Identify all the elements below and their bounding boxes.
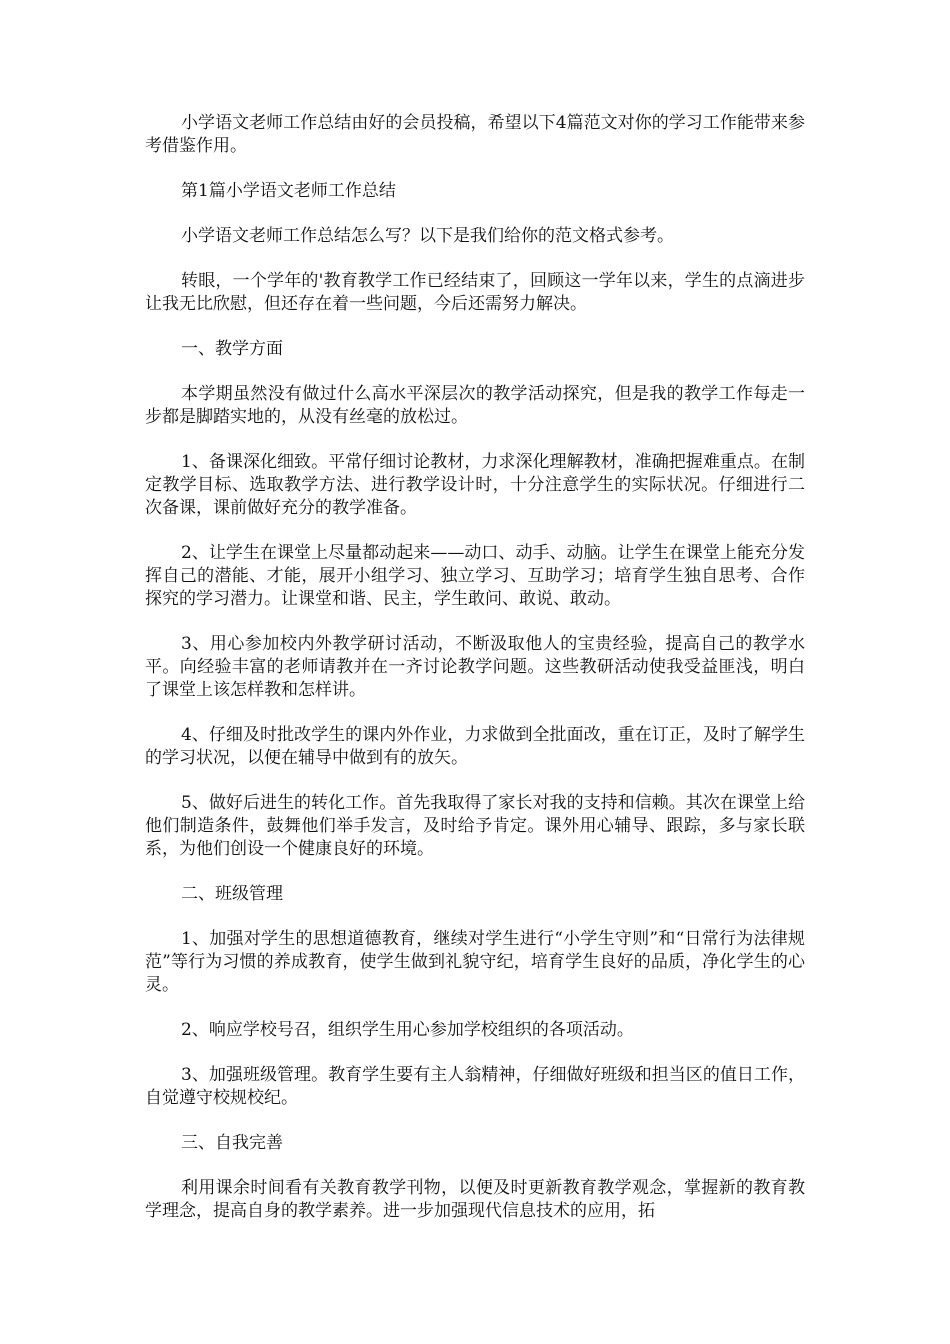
paragraph: 小学语文老师工作总结怎么写？以下是我们给你的范文格式参考。 [181,226,674,246]
list-item: 3、加强班级管理。教育学生要有主人翁精神，仔细做好班级和担当区的值日工作，自觉遵守校规校纪。 [145,1065,805,1108]
list-item: 2、让学生在课堂上尽量都动起来——动口、动手、动脑。让学生在课堂上能充分发挥自己的潜能、才能，展开小组学习、独立学习、互助学习；培育学生独自思考、合作探究的学习潜力。让课堂和谐、民主，学生敢问、敢说、敢动。 [145,543,805,609]
intro-paragraph: 小学语文老师工作总结由好的会员投稿，希望以下4篇范文对你的学习工作能带来参考借鉴作用。 [145,113,805,156]
list-item: 1、备课深化细致。平常仔细讨论教材，力求深化理解教材，准确把握难重点。在制定教学目标、选取教学方法、进行教学设计时，十分注意学生的实际状况。仔细进行二次备课，课前做好充分的教学准备。 [145,452,805,518]
list-item: 5、做好后进生的转化工作。首先我取得了家长对我的支持和信赖。其次在课堂上给他们制造条件，鼓舞他们举手发言，及时给予肯定。课外用心辅导、跟踪，多与家长联系，为他们创设一个健康良好的环境。 [145,793,805,859]
list-item: 2、响应学校号召，组织学生用心参加学校组织的各项活动。 [181,1020,634,1040]
paragraph: 转眼，一个学年的'教育教学工作已经结束了，回顾这一学年以来，学生的点滴进步让我无比欣慰，但还存在着一些问题，今后还需努力解决。 [145,271,805,314]
section-heading-teaching: 一、教学方面 [181,339,283,359]
section-heading-self-improvement: 三、自我完善 [181,1133,283,1153]
section-heading-class-management: 二、班级管理 [181,884,283,904]
list-item: 4、仔细及时批改学生的课内外作业，力求做到全批面改，重在订正，及时了解学生的学习状况，以便在辅导中做到有的放矢。 [145,725,805,768]
article-title: 第1篇小学语文老师工作总结 [181,181,396,201]
document-body [145,112,805,1245]
paragraph: 利用课余时间看有关教育教学刊物，以便及时更新教育教学观念，掌握新的教育教学理念，提高自身的教学素养。进一步加强现代信息技术的应用，拓 [145,1178,805,1221]
list-item: 3、用心参加校内外教学研讨活动，不断汲取他人的宝贵经验，提高自己的教学水平。向经验丰富的老师请教并在一齐讨论教学问题。这些教研活动使我受益匪浅，明白了课堂上该怎样教和怎样讲。 [145,634,805,700]
paragraph: 本学期虽然没有做过什么高水平深层次的教学活动探究，但是我的教学工作每走一步都是脚踏实地的，从没有丝毫的放松过。 [145,384,805,427]
list-item: 1、加强对学生的思想道德教育，继续对学生进行“小学生守则”和“日常行为法律规范”等行为习惯的养成教育，使学生做到礼貌守纪，培育学生良好的品质，净化学生的心灵。 [145,929,805,995]
